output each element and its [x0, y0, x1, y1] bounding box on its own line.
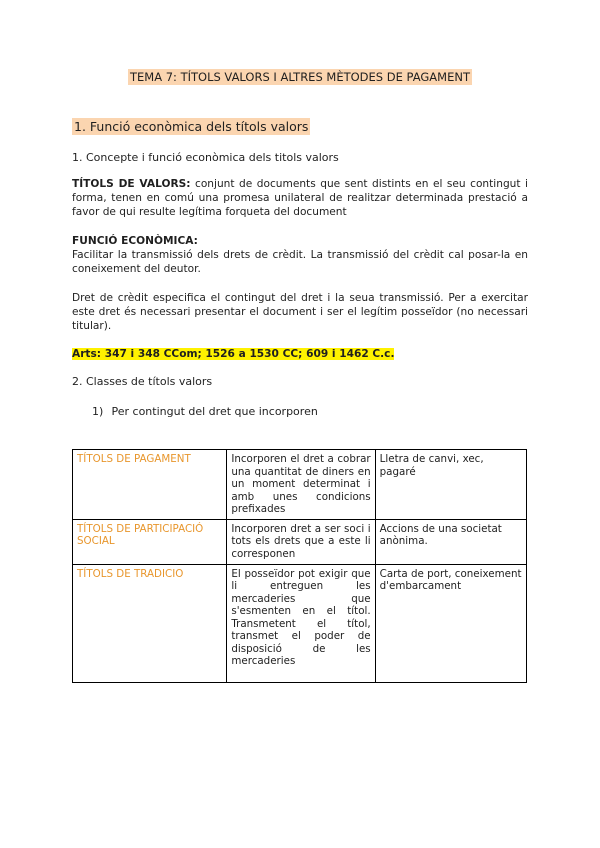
table-cell-type: TÍTOLS DE PAGAMENT	[73, 450, 227, 520]
funcio-economica	[72, 234, 528, 276]
table-row	[73, 450, 527, 520]
table-row	[73, 519, 527, 564]
list-item-text: Per contingut del dret que incorporen	[111, 405, 318, 418]
list-item	[92, 405, 318, 418]
table-cell-example: Lletra de canvi, xec, pagaré	[375, 450, 526, 520]
table-row	[73, 564, 527, 682]
section-heading-1: 1. Funció econòmica dels títols valors	[74, 119, 309, 134]
titols-table	[72, 449, 527, 683]
table-cell-example: Accions de una societat anònima.	[375, 519, 526, 564]
titols-label: TÍTOLS DE VALORS:	[72, 178, 191, 190]
table-cell-type: TÍTOLS DE TRADICIO	[73, 564, 227, 682]
titols-text: conjunt de documents que sent distints en el seu contingut i forma, tenen en comú una promesa unilateral de realitzar determinada prestació a favor de qui resulte legítima forqueta del document	[72, 178, 528, 218]
arts-reference: Arts: 347 i 348 CCom; 1526 a 1530 CC; 609 i 1462 C.c.	[72, 348, 395, 360]
subsection-heading-1: 1. Concepte i funció econòmica dels titols valors	[72, 151, 339, 164]
titols-definition	[72, 177, 528, 219]
funcio-text: Facilitar la transmissió dels drets de crèdit. La transmissió del crèdit cal posar-la en coneixement del deutor.	[72, 249, 528, 275]
funcio-label: FUNCIÓ ECONÒMICA:	[72, 235, 198, 247]
dret-credit-paragraph: Dret de crèdit especifica el contingut del dret i la seua transmissió. Per a exercitar este dret és necessari presentar el document i ser el legítim posseïdor (no necessari titular).	[72, 292, 528, 332]
table-cell-desc: Incorporen el dret a cobrar una quantitat de diners en un moment determinat i amb unes condicions prefixades	[227, 450, 375, 520]
table-cell-desc: El posseïdor pot exigir que li entreguen les mercaderies que s'esmenten en el títol. Transmetent el títol, transmet el poder de disposició de les mercaderies	[227, 564, 375, 682]
table-cell-type: TÍTOLS DE PARTICIPACIÓ SOCIAL	[73, 519, 227, 564]
table-cell-desc: Incorporen dret a ser soci i tots els drets que a este li corresponen	[227, 519, 375, 564]
table-cell-example: Carta de port, coneixement d'embarcament	[375, 564, 526, 682]
subsection-heading-2: 2. Classes de títols valors	[72, 375, 213, 388]
page-title: TEMA 7: TÍTOLS VALORS I ALTRES MÈTODES DE PAGAMENT	[130, 70, 470, 84]
list-item-number: 1)	[92, 405, 104, 418]
